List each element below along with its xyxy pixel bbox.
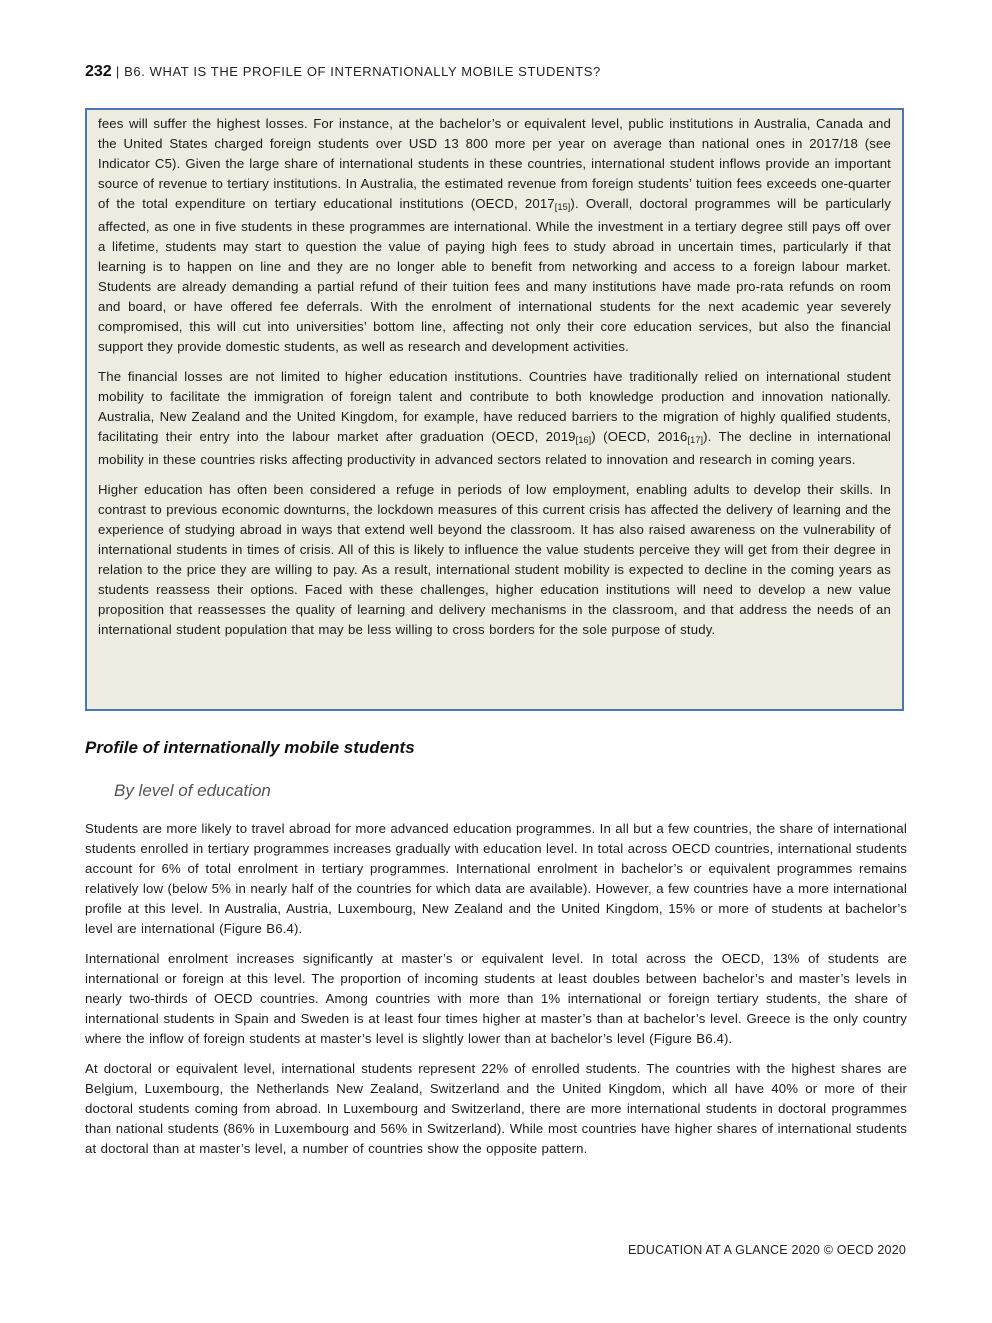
body-paragraph-2: International enrolment increases significantly at master’s or equivalent level. In total across the OECD, 13% of students are international or foreign at this level. The proportion of incoming students at least doubles between bachelor’s and master’s levels in nearly two-thirds of OECD countries. Among countries with more than 1% international or foreign tertiary students, the share of international students in Spain and Sweden is at least four times higher at master’s than at bachelor’s level. Greece is the only country where the inflow of foreign students at master’s level is slightly lower than at bachelor’s level (Figure B6.4). [85,951,907,1046]
running-header [85,63,601,81]
header-separator: | [111,64,125,79]
citation-ref[interactable]: [16] [575,435,592,445]
page-footer: EDUCATION AT A GLANCE 2020 © OECD 2020 [627,1243,906,1257]
box-paragraph-1: fees will suffer the highest losses. For instance, at the bachelor’s or equivalent level, public institutions in Australia, Canada and the United States charged foreign students over USD 13 800 more per year on average than national ones in 2017/18 (see Indicator C5). Given the large share of international students in these countries, international student inflows provide an important source of revenue to tertiary institutions. In Australia, the estimated revenue from foreign students’ tuition fees exceeds one-quarter of the total expenditure on tertiary educational institutions (OECD, $2017_{[15]}$). Overall, doctoral programmes will be particularly affected, as one in five students in these programmes are international. While the investment in a tertiary degree still pays off over a lifetime, students may start to question the value of paying high fees to study abroad in uncertain times, particularly if that learning is to happen on line and they are no longer able to benefit from networking and access to a foreign labour market. Students are already demanding a partial refund of their tuition fees and many institutions have made pro-rata refunds on room and board, or have offered fee deferrals. With the enrolment of international students for the next academic year severely compromised, this will cut into universities’ bottom line, affecting not only their core education services, but also the financial support they provide domestic students, as well as research and development activities. [98,116,892,354]
body-paragraph-1: Students are more likely to travel abroad for more advanced education programmes. In all but a few countries, the share of international students enrolled in tertiary programmes increases gradually with education level. In total across OECD countries, international students account for 6% of total enrolment in tertiary programmes. International enrolment in bachelor’s or equivalent programmes remains relatively low (below 5% in nearly half of the countries for which data are available). However, a few countries have a more international profile at this level. In Australia, Austria, Luxembourg, New Zealand and the United Kingdom, 15% or more of students at bachelor’s level are international (Figure B6.4). [85,821,907,936]
section-heading: Profile of internationally mobile students [85,738,415,757]
box-paragraph-3: Higher education has often been considered a refuge in periods of low employment, enabling adults to develop their skills. In contrast to previous economic downturns, the lockdown measures of this current crisis has affected the delivery of learning and the experience of studying abroad in ways that extend well beyond the classroom. It has also raised awareness on the vulnerability of international students in times of crisis. All of this is likely to influence the value students perceive they will get from their degree in relation to the price they are willing to pay. As a result, international student mobility is expected to decline in the coming years as students reassess their options. Faced with these challenges, higher education institutions will need to develop a new value proposition that reassesses the quality of learning and delivery mechanisms in the classroom, and that address the needs of an international student population that may be less willing to cross borders for the sole purpose of study. [98,482,891,637]
section-title: B6. WHAT IS THE PROFILE OF INTERNATIONALLY MOBILE STUDENTS? [124,64,601,79]
covid-impact-box [85,108,904,711]
body-paragraph-3: At doctoral or equivalent level, international students represent 22% of enrolled students. The countries with the highest shares are Belgium, Luxembourg, the Netherlands New Zealand, Switzerland and the United Kingdom, which all have 40% or more of their doctoral students coming from abroad. In Luxembourg and Switzerland, there are more international students in doctoral programmes than national students (86% in Luxembourg and 56% in Switzerland). While most countries have higher shares of international students at doctoral than at master’s level, a number of countries show the opposite pattern. [85,1061,907,1156]
box-paragraph-2: The financial losses are not limited to higher education institutions. Countries have traditionally relied on international student mobility to facilitate the immigration of foreign talent and contribute to both knowledge production and innovation nationally. Australia, New Zealand and the United Kingdom, for example, have reduced barriers to the migration of highly qualified students, facilitating their entry into the labour market after graduation (OECD, $2019_{[16]}$) (OECD, $2016_{[17]}$). The decline in international mobility in these countries risks affecting productivity in advanced sectors related to innovation and research in coming years. [98,369,891,467]
citation-ref[interactable]: [15] [554,202,571,212]
section-subheading: By level of education [114,781,271,800]
page-number: 232 [85,63,112,80]
body-text [85,819,907,1169]
citation-ref[interactable]: [17] [687,435,704,445]
